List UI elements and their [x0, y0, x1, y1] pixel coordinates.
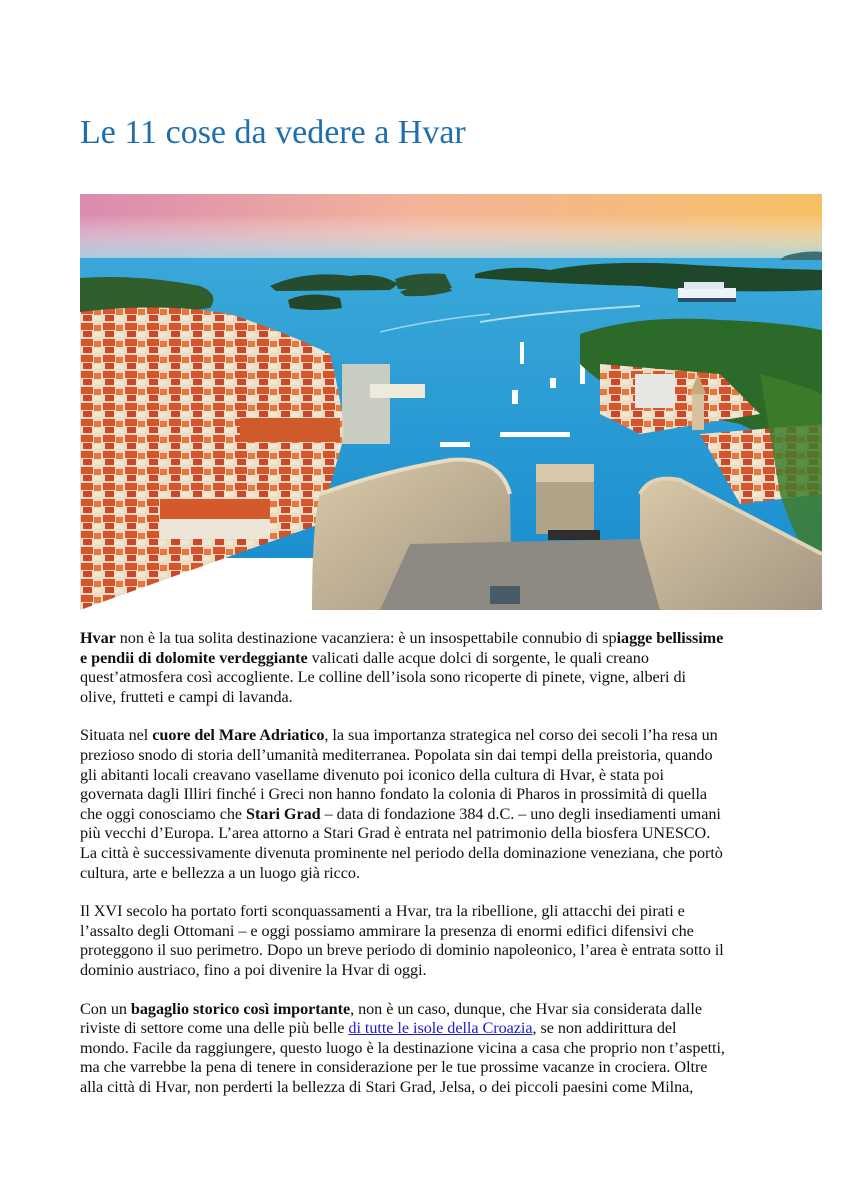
text-line	[80, 785, 780, 805]
paragraph-intro	[80, 629, 780, 707]
bold-text: Hvar	[80, 629, 116, 647]
text-span: , la sua importanza strategica nel corso dei secoli l’ha resa un	[324, 726, 718, 745]
paragraph-16th-century	[80, 902, 780, 980]
bold-text: bagaglio storico così importante	[130, 999, 351, 1018]
text-span: riviste di settore come una delle più belle	[80, 1019, 349, 1038]
text-span: mondo. Facile da raggiungere, questo luogo è la destinazione vicina a casa che proprio non t’aspetti,	[80, 1038, 725, 1057]
hero-image	[80, 194, 822, 610]
page-title: Le 11 cose da vedere a Hvar	[80, 114, 466, 151]
text-line	[80, 844, 780, 864]
text-span: che oggi conosciamo che	[80, 804, 247, 823]
text-span: , se non addirittura del	[532, 1019, 677, 1038]
paragraph-history	[80, 726, 780, 883]
bold-text: cuore del Mare Adriatico	[152, 726, 325, 745]
text-span: – data di fondazione 384 d.C. – uno degli insediamenti umani	[320, 804, 721, 823]
text-span: cultura, arte e bellezza a un luogo già ricco.	[80, 863, 360, 882]
bold-text: Stari Grad	[246, 804, 321, 823]
text-span: proteggono il suo perimetro. Dopo un breve periodo di dominio napoleonico, l’area è entrata sotto il	[80, 941, 724, 960]
text-span: Con un	[80, 999, 131, 1018]
text-line	[80, 805, 780, 825]
text-line	[80, 629, 780, 649]
text-line	[80, 941, 780, 961]
text-span: olive, frutteti e campi di lavanda.	[80, 687, 293, 706]
text-span: alla città di Hvar, non perderti la bellezza di Stari Grad, Jelsa, o dei piccoli paesini come Milna,	[80, 1077, 694, 1096]
text-span: valicati dalle acque dolci di sorgente, le quali creano	[307, 648, 649, 667]
croatia-islands-link[interactable]: di tutte le isole della Croazia	[348, 1019, 533, 1038]
article-body	[80, 629, 780, 1116]
text-line	[80, 726, 780, 746]
text-span: governata dagli Illiri finché i Greci non hanno fondato la colonia di Pharos in prossimità di quella	[80, 785, 708, 804]
text-span: quest’atmosfera così accogliente. Le colline dell’isola sono ricoperte di pinete, vigne, alberi di	[80, 668, 686, 687]
text-line	[80, 766, 780, 786]
text-span: prezioso snodo di storia dell’umanità mediterranea. Popolata sin dai tempi della preistoria, quando	[80, 745, 713, 764]
text-line	[80, 1039, 780, 1059]
text-span: non è la tua solita destinazione vacanziera: è un insospettabile connubio di sp	[115, 629, 617, 647]
text-span: ma che varrebbe la pena di tenere in considerazione per le tue prossime vacanze in crociera. Oltre	[80, 1058, 708, 1077]
text-line	[80, 902, 780, 922]
text-line	[80, 668, 780, 688]
bold-text: e pendii di dolomite verdeggiante	[80, 648, 308, 667]
text-span: dominio austriaco, fino a poi divenire la Hvar di oggi.	[80, 960, 427, 979]
text-span: gli abitanti locali creavano vasellame divenuto poi iconico della cultura di Hvar, è stata poi	[80, 765, 664, 784]
text-span: , non è un caso, dunque, che Hvar sia considerata dalle	[350, 999, 702, 1018]
text-line	[80, 1058, 780, 1078]
bold-text: iagge bellissime	[616, 629, 724, 647]
text-span: La città è successivamente divenuta prominente nel periodo della dominazione veneziana, che portò	[80, 843, 723, 862]
text-line	[80, 1019, 780, 1039]
text-line	[80, 961, 780, 981]
paragraph-heritage	[80, 1000, 780, 1098]
text-line	[80, 922, 780, 942]
text-line	[80, 864, 780, 884]
text-line	[80, 649, 780, 669]
text-line	[80, 746, 780, 766]
hvar-photo-illustration	[80, 194, 822, 610]
text-line	[80, 1078, 780, 1098]
text-line	[80, 1000, 780, 1020]
text-span: l’assalto degli Ottomani – e oggi possiamo ammirare la presenza di enormi edifici difensivi che	[80, 921, 694, 940]
text-line	[80, 688, 780, 708]
text-line	[80, 824, 780, 844]
text-span: più vecchi d’Europa. L’area attorno a Stari Grad è entrata nel patrimonio della biosfera UNESCO.	[80, 824, 711, 843]
text-span: Il XVI secolo ha portato forti sconquassamenti a Hvar, tra la ribellione, gli attacchi dei pirati e	[80, 902, 685, 921]
text-span: Situata nel	[80, 726, 153, 745]
